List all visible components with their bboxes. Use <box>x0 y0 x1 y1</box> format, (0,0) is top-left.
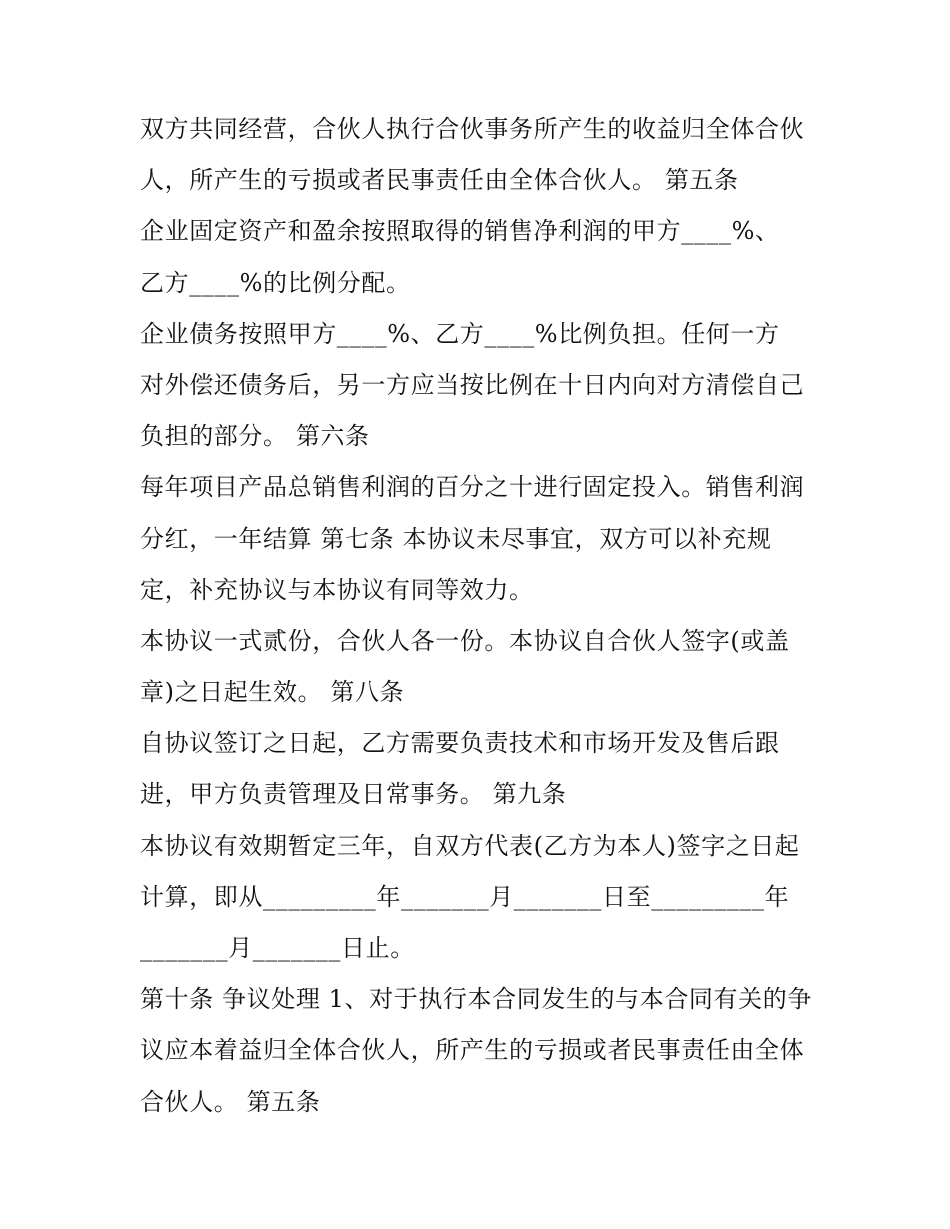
text-line-5: 企业债务按照甲方____%、乙方____%比例负担。任何一方 <box>140 319 780 348</box>
text-line-6: 对外偿还债务后，另一方应当按比例在十日内向对方清偿自己 <box>140 370 805 399</box>
text-line-10: 定，补充协议与本协议有同等效力。 <box>140 575 534 604</box>
text-line-20: 合伙人。 第五条 <box>140 1087 321 1116</box>
text-line-15: 本协议有效期暂定三年，自双方代表(乙方为本人)签字之日起 <box>140 831 800 860</box>
text-line-16: 计算，即从_________年_______月_______日至_________年 <box>140 882 790 911</box>
text-line-1: 双方共同经营，合伙人执行合伙事务所产生的收益归全体合伙 <box>140 115 805 143</box>
text-line-2: 人，所产生的亏损或者民事责任由全体合伙人。 第五条 <box>140 166 739 195</box>
text-line-3: 企业固定资产和盈余按照取得的销售净利润的甲方____%、 <box>140 217 780 246</box>
text-line-8: 每年项目产品总销售利润的百分之十进行固定投入。销售利润 <box>140 473 805 502</box>
text-line-14: 进，甲方负责管理及日常事务。 第九条 <box>140 780 567 809</box>
text-line-12: 章)之日起生效。 第八条 <box>140 678 405 707</box>
text-line-4: 乙方____%的比例分配。 <box>140 268 411 297</box>
text-line-9: 分红，一年结算 第七条 本协议未尽事宜，双方可以补充规 <box>140 524 772 553</box>
text-line-19: 议应本着益归全体合伙人，所产生的亏损或者民事责任由全体 <box>140 1036 805 1065</box>
text-line-17: _______月_______日止。 <box>140 934 415 962</box>
text-line-13: 自协议签订之日起，乙方需要负责技术和市场开发及售后跟 <box>140 729 780 758</box>
text-line-18: 第十条 争议处理 1、对于执行本合同发生的与本合同有关的争 <box>140 985 812 1014</box>
document-body <box>140 104 820 1128</box>
text-line-7: 负担的部分。 第六条 <box>140 422 370 451</box>
text-line-11: 本协议一式贰份，合伙人各一份。本协议自合伙人签字(或盖 <box>140 626 790 655</box>
